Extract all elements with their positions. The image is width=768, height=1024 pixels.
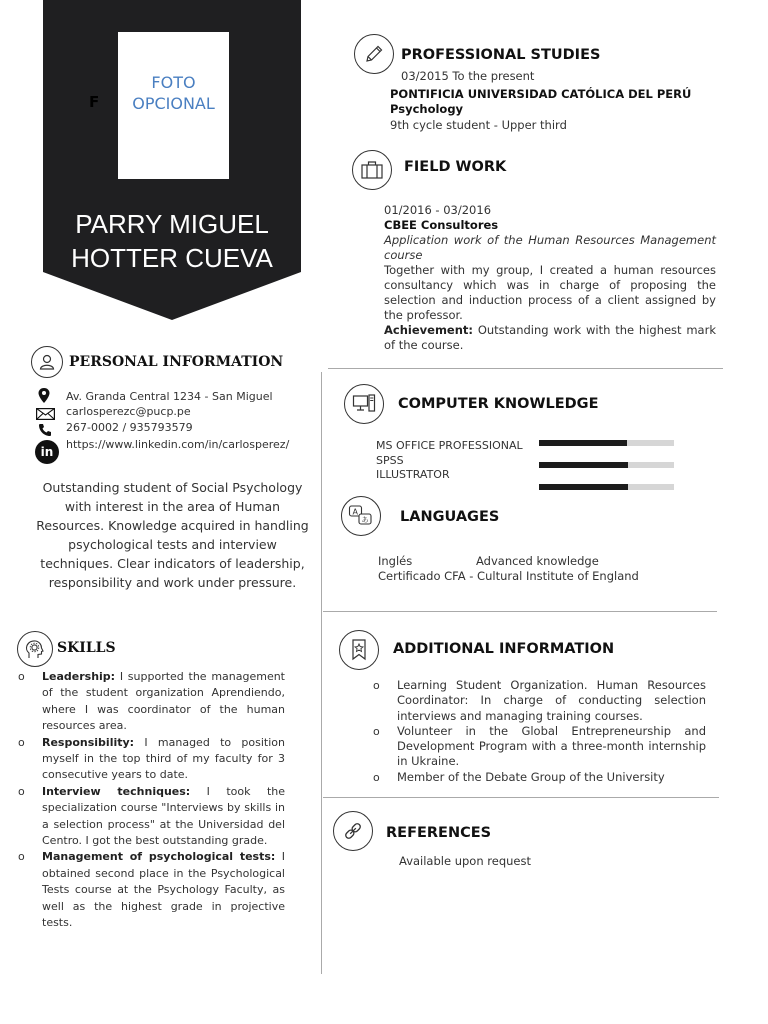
references-text: Available upon request	[399, 854, 531, 868]
software-name: SPSS	[376, 454, 404, 467]
list-item: o Interview techniques: I took the specialization course "Interviews by skills in a selection process" at the Universidad del Centro. I got the best outstanding grade.	[18, 784, 285, 848]
divider	[323, 611, 717, 612]
references-title: REFERENCES	[386, 825, 492, 841]
languages-title: LANGUAGES	[400, 509, 500, 525]
link-chain-icon	[333, 811, 373, 851]
list-item: o Leadership: I supported the management of the student organization Aprendiendo, where I was coordinator of the human resources area.	[18, 670, 285, 733]
phone-icon	[38, 422, 52, 441]
stray-letter: F	[89, 93, 100, 111]
candidate-name: PARRY MIGUEL HOTTER CUEVA	[71, 209, 273, 273]
list-item: o Responsibility: I managed to position myself in the top third of my faculty for 3 consecutive years to date.	[18, 735, 285, 782]
language-level: Advanced knowledge	[476, 554, 599, 568]
linkedin-icon: in	[35, 440, 59, 464]
computer-icon	[344, 384, 384, 424]
additional-info-title: ADDITIONAL INFORMATION	[393, 641, 615, 657]
email[interactable]: carlosperezc@pucp.pe	[66, 405, 191, 418]
software-name: MS OFFICE PROFESSIONAL	[376, 439, 523, 452]
address: Av. Granda Central 1234 - San Miguel	[66, 390, 273, 403]
skills-list	[18, 669, 285, 932]
fieldwork-date: 01/2016 - 03/2016	[384, 203, 492, 217]
photo-label: FOTO OPCIONAL	[132, 73, 215, 113]
studies-detail: 9th cycle student - Upper third	[390, 118, 567, 132]
fieldwork-achievement: Achievement: Outstanding work with the highest mark of the course.	[384, 323, 716, 352]
column-divider	[321, 372, 322, 974]
divider	[328, 368, 723, 369]
studies-school: PONTIFICIA UNIVERSIDAD CATÓLICA DEL PERÚ	[390, 87, 692, 101]
skill-bar	[539, 462, 674, 468]
pencil-icon	[354, 34, 394, 74]
language-name: Inglés	[378, 554, 413, 568]
fieldwork-role: Application work of the Human Resources Management course	[384, 233, 716, 262]
fieldwork-description: Together with my group, I created a human resources consultancy which was in charge of proposing the selection and induction process of a client assigned by the professor.	[384, 263, 716, 322]
computer-knowledge-title: COMPUTER KNOWLEDGE	[398, 396, 599, 412]
skills-gear-head-icon	[17, 631, 53, 667]
field-work-title: FIELD WORK	[404, 159, 507, 175]
svg-text:あ: あ	[361, 516, 369, 524]
badge-star-icon	[339, 630, 379, 670]
fieldwork-company: CBEE Consultores	[384, 218, 499, 232]
personal-info-title: PERSONAL INFORMATION	[69, 354, 284, 370]
skill-bar	[539, 484, 674, 490]
list-item: o Volunteer in the Global Entrepreneurship and Development Program with a three-month internship in Ukraine.	[373, 723, 706, 769]
skill-bar-fill	[539, 440, 627, 446]
studies-date: 03/2015 To the present	[401, 69, 535, 83]
skill-bar-fill	[539, 462, 628, 468]
professional-studies-title: PROFESSIONAL STUDIES	[401, 47, 601, 63]
skill-bar-fill	[539, 484, 628, 490]
additional-info-list	[373, 678, 706, 785]
software-name: ILLUSTRATOR	[376, 468, 450, 481]
list-item: o Member of the Debate Group of the University	[373, 769, 665, 784]
list-item: o Management of psychological tests: I obtained second place in the Psychological Tests course at the Psychology Faculty, as well as the highest grade in projective tests.	[18, 850, 285, 930]
language-certificate: Certificado CFA - Cultural Institute of England	[378, 569, 639, 583]
briefcase-icon	[352, 150, 392, 190]
svg-text:A: A	[352, 507, 358, 517]
profile-summary: Outstanding student of Social Psychology with interest in the area of Human Resources. Knowledge acquired in handling psychological tests and interview techniques. Clear indicators of leadership, responsibility and work under pressure.	[36, 480, 309, 590]
studies-degree: Psychology	[390, 102, 464, 116]
person-icon	[31, 346, 63, 378]
linkedin-link[interactable]: https://www.linkedin.com/in/carlosperez/	[66, 438, 290, 451]
translate-icon	[341, 496, 381, 536]
skill-bar	[539, 440, 674, 446]
phone: 267-0002 / 935793579	[66, 421, 193, 434]
skills-title: SKILLS	[57, 640, 116, 656]
divider	[323, 797, 719, 798]
list-item: o Learning Student Organization. Human Resources Coordinator: In charge of conducting selection interviews and managing training courses.	[373, 678, 706, 723]
